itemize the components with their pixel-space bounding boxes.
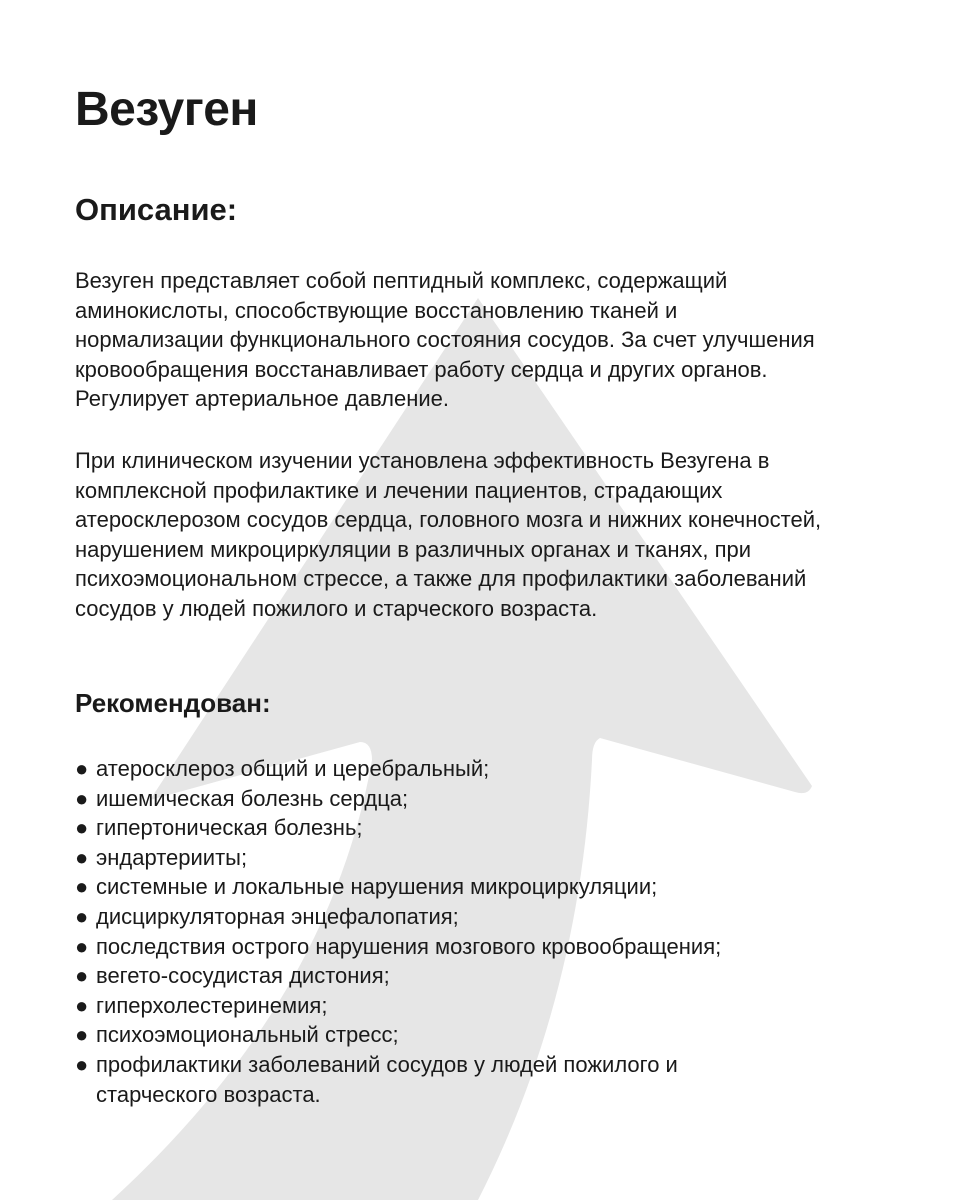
list-item (75, 784, 935, 814)
list-item-text: гипертоническая болезнь; (96, 815, 363, 841)
list-item (75, 843, 935, 873)
list-item-text: дисциркуляторная энцефалопатия; (96, 903, 459, 929)
description-paragraph: Везуген представляет собой пептидный комплекс, содержащий аминокислоты, способствующие восстановлению тканей и нормализации функционального состояния сосудов. За счет улучшения кровообращения восстанавливает работу сердца и других органов. Регулирует артериальное давление. (75, 268, 815, 412)
list-item-text: системные и локальные нарушения микроциркуляции; (96, 874, 658, 900)
list-item-text: ишемическая болезнь сердца; (96, 785, 409, 811)
bullet-icon: ● (75, 1051, 89, 1077)
bullet-icon: ● (75, 815, 89, 841)
list-item (75, 872, 935, 902)
list-item (75, 961, 935, 991)
list-item (75, 991, 935, 1021)
list-item-text: эндартерииты; (96, 844, 248, 870)
list-item (75, 1050, 786, 1109)
description-heading: Описание: (75, 192, 238, 227)
clinical-paragraph: При клиническом изучении установлена эффективность Везугена в комплексной профилактике и лечении пациентов, страдающих атеросклерозом сосудов сердца, головного мозга и нижних конечностей, нарушением микроциркуляции в различных органах и тканях, при психоэмоциональном стрессе, а также для профилактики заболеваний сосудов у людей пожилого и старческого возраста. (75, 448, 822, 621)
bullet-icon: ● (75, 933, 89, 959)
list-item (75, 932, 935, 962)
list-item (75, 754, 935, 784)
bullet-icon: ● (75, 903, 89, 929)
bullet-icon: ● (75, 844, 89, 870)
bullet-icon: ● (75, 1022, 89, 1048)
list-item-text: гиперхолестеринемия; (96, 992, 328, 1018)
list-item-text: атеросклероз общий и церебральный; (96, 756, 490, 781)
recommended-heading: Рекомендован: (75, 688, 271, 718)
page-title: Везуген (75, 83, 258, 136)
bullet-icon: ● (75, 756, 89, 781)
bullet-icon: ● (75, 785, 89, 811)
list-item-text: вегето-сосудистая дистония; (96, 963, 390, 989)
list-item-text: последствия острого нарушения мозгового кровообращения; (96, 933, 722, 959)
list-item-text: психоэмоциональный стресс; (96, 1022, 399, 1048)
recommended-list (75, 754, 935, 1109)
bullet-icon: ● (75, 992, 89, 1018)
bullet-icon: ● (75, 874, 89, 900)
list-item-text: профилактики заболеваний сосудов у людей пожилого и старческого возраста. (96, 1051, 678, 1107)
list-item (75, 1020, 935, 1050)
list-item (75, 902, 935, 932)
list-item (75, 813, 935, 843)
bullet-icon: ● (75, 963, 89, 989)
